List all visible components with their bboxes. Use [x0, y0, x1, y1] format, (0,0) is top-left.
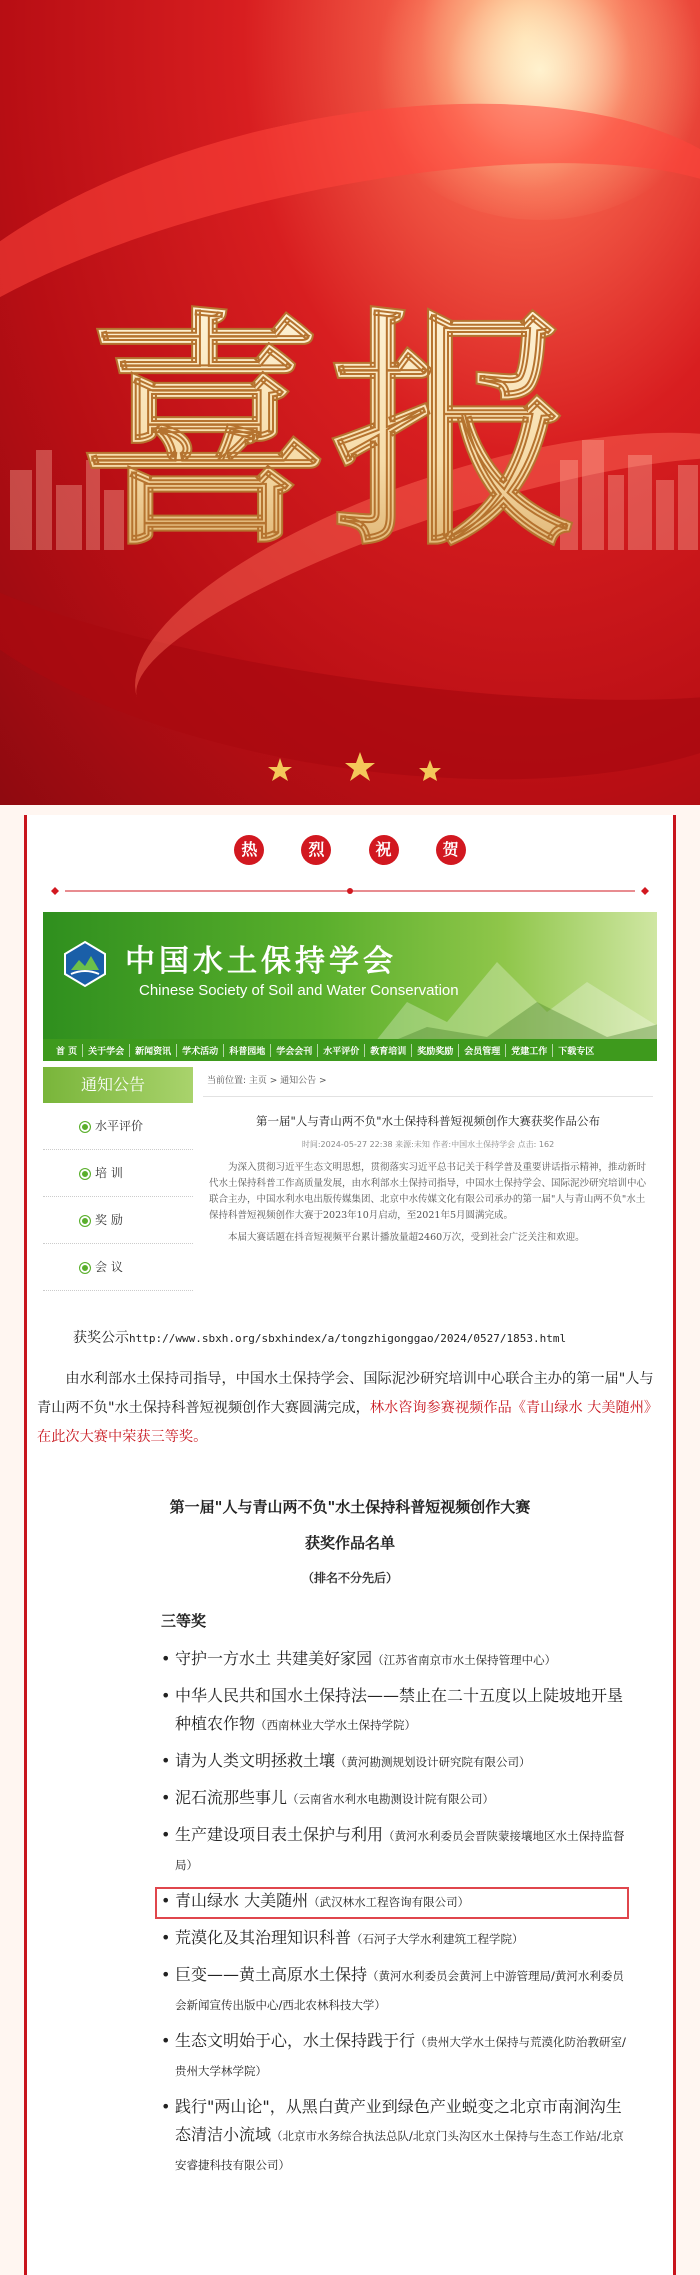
site-sidebar [43, 1067, 193, 1317]
nav-item[interactable]: 水平评价 [318, 1044, 365, 1057]
list-item-highlighted [161, 1887, 631, 1916]
list-item [161, 1924, 631, 1953]
bullet-icon: • [161, 1686, 171, 1705]
sidebar-item[interactable] [43, 1244, 193, 1291]
list-item [161, 1645, 631, 1674]
work-title: 生产建设项目表土保护与利用 [175, 1825, 384, 1844]
bullet-icon [79, 1215, 91, 1227]
nav-item[interactable]: 会员管理 [459, 1044, 506, 1057]
work-title: 践行"两山论"，从黑白黄产业到绿色产业蜕变之北京市南涧沟生态清洁小流域 [175, 2097, 622, 2144]
site-header [43, 912, 657, 1039]
award-entries [161, 1645, 631, 2187]
list-title: 第一届"人与青山两不负"水土保持科普短视频创作大赛 [169, 1498, 531, 1516]
work-title: 请为人类文明拯救土壤 [175, 1751, 336, 1770]
congrats-row [27, 835, 673, 875]
list-item [161, 1747, 631, 1776]
work-title: 荒漠化及其治理知识科普 [175, 1928, 352, 1947]
nav-item[interactable]: 首 页 [51, 1044, 83, 1057]
nav-item[interactable]: 教育培训 [365, 1044, 412, 1057]
xibao-headline [0, 190, 700, 590]
list-item [161, 2027, 631, 2085]
work-unit: （云南省水利水电勘测设计院有限公司） [287, 1792, 495, 1806]
site-article [203, 1067, 653, 1317]
work-title: 中华人民共和国水土保持法——禁止在二十五度以上陡坡地开垦种植农作物 [175, 1686, 624, 1733]
work-unit: （黄河水利委员会黄河上中游管理局/黄河水利委员会新闻宣传出版中心/西北农林科技大学） [175, 1969, 624, 2012]
award-category: 三等奖 [161, 1612, 207, 1630]
society-logo-icon [61, 940, 109, 988]
website-screenshot [43, 912, 657, 1317]
article-title: 第一届"人与青山两不负"水土保持科普短视频创作大赛获奖作品公布 [255, 1114, 601, 1128]
site-cn-name: 中国水土保持学会 [125, 944, 397, 979]
list-item [161, 1821, 631, 1879]
sidebar-item-label: 奖 励 [95, 1213, 123, 1227]
sidebar-item-label: 会 议 [95, 1260, 123, 1274]
work-unit: （北京市水务综合执法总队/北京门头沟区水土保持与生态工作站/北京安睿捷科技有限公司） [175, 2129, 624, 2172]
bullet-icon [79, 1262, 91, 1274]
sidebar-item-label: 水平评价 [95, 1119, 144, 1133]
bullet-icon: • [161, 2031, 171, 2050]
bullet-icon: • [161, 1965, 171, 1984]
site-en-name: Chinese Society of Soil and Water Conservation [139, 982, 459, 999]
announcement-card [24, 815, 676, 2275]
intro-paragraph [37, 1365, 663, 1452]
ornamental-divider [45, 881, 655, 901]
breadcrumb: 当前位置: 主页 > 通知公告 > [203, 1067, 653, 1097]
star-decoration [260, 750, 460, 790]
work-unit: （西南林业大学水土保持学院） [255, 1718, 417, 1732]
announcement-link[interactable]: http://www.sbxh.org/sbxhindex/a/tongzhigonggao/2024/0527/1853.html [129, 1332, 567, 1345]
work-title: 守护一方水土 共建美好家园 [175, 1649, 373, 1668]
sidebar-item-label: 培 训 [95, 1166, 123, 1180]
list-item [161, 1784, 631, 1813]
nav-item[interactable]: 新闻资讯 [130, 1044, 177, 1057]
intro-text: 由水利部水土保持司指导，中国水土保持学会、国际泥沙研究培训中心联合主办的第一届"人与青山两不负"水土保持科普短视频创作大赛圆满完成， [37, 1371, 654, 1416]
list-subtitle: 获奖作品名单 [304, 1534, 395, 1552]
bullet-icon: • [161, 1788, 171, 1807]
article-body [203, 1150, 653, 1246]
list-item [161, 2093, 631, 2179]
bullet-icon: • [161, 1751, 171, 1770]
bullet-icon: • [161, 1928, 171, 1947]
sidebar-item[interactable] [43, 1197, 193, 1244]
sidebar-item[interactable] [43, 1150, 193, 1197]
congrats-char: 祝 [369, 835, 399, 865]
bullet-icon [79, 1121, 91, 1133]
announcement-row [73, 1327, 566, 1347]
nav-item[interactable]: 党建工作 [506, 1044, 553, 1057]
sidebar-title: 通知公告 [43, 1067, 193, 1103]
nav-item[interactable]: 奖励奖励 [412, 1044, 459, 1057]
work-unit: （石河子大学水利建筑工程学院） [351, 1932, 524, 1946]
intro-highlight: 林水咨询参赛视频作品《青山绿水 大美随州》在此次大赛中荣获三等奖。 [37, 1400, 659, 1445]
congrats-char: 贺 [436, 835, 466, 865]
work-unit: （江苏省南京市水土保持管理中心） [372, 1653, 557, 1667]
announcement-label: 获奖公示 [73, 1330, 129, 1346]
congrats-char: 热 [234, 835, 264, 865]
nav-item[interactable]: 学会会刊 [271, 1044, 318, 1057]
list-item [161, 1961, 631, 2019]
bullet-icon: • [161, 2097, 171, 2116]
work-unit: （武汉林水工程咨询有限公司） [308, 1895, 470, 1909]
nav-item[interactable]: 关于学会 [83, 1044, 130, 1057]
list-item [161, 1682, 631, 1739]
bullet-icon: • [161, 1825, 171, 1844]
bullet-icon [79, 1168, 91, 1180]
work-unit: （黄河水利委员会晋陕蒙接壤地区水土保持监督局） [175, 1829, 625, 1872]
work-unit: （贵州大学水土保持与荒漠化防治教研室/贵州大学林学院） [175, 2035, 626, 2078]
list-note: （排名不分先后） [301, 1571, 398, 1585]
work-title: 生态文明始于心，水土保持践于行 [175, 2031, 416, 2050]
banner-title: 喜报 [80, 285, 580, 579]
work-title: 巨变——黄土高原水土保持 [175, 1965, 368, 1984]
article-meta: 时间:2024-05-27 22:38 来源:未知 作者:中国水土保持学会 点击: 162 [301, 1140, 555, 1149]
congrats-char: 烈 [301, 835, 331, 865]
nav-item[interactable]: 学术活动 [177, 1044, 224, 1057]
work-title: 青山绿水 大美随州 [175, 1891, 309, 1910]
sidebar-item[interactable] [43, 1103, 193, 1150]
site-nav [43, 1039, 657, 1061]
bullet-icon: • [161, 1649, 171, 1668]
nav-item[interactable]: 科普园地 [224, 1044, 271, 1057]
nav-item[interactable]: 下载专区 [558, 1046, 595, 1057]
work-unit: （黄河勘测规划设计研究院有限公司） [335, 1755, 531, 1769]
work-title: 泥石流那些事儿 [175, 1788, 288, 1807]
winners-list [37, 1460, 663, 2250]
bullet-icon: • [161, 1891, 171, 1910]
celebration-banner [0, 0, 700, 805]
article-paragraph: 本届大赛话题在抖音短视频平台累计播放量超2460万次，受到社会广泛关注和欢迎。 [228, 1232, 585, 1243]
article-paragraph: 为深入贯彻习近平生态文明思想，贯彻落实习近平总书记关于科学普及重要讲话指示精神，推动新时代水土保持科普工作高质量发展，由水利部水土保持司指导，中国水土保持学会、国际泥沙研究培训中心联合主办，中国水利水电出版传媒集团、北京中水传媒文化有限公司承办的第一届"人与青山两不负"水土保持科普短视频创作大赛于2023年10月启动，至2021年5月圆满完成。 [209, 1162, 647, 1221]
